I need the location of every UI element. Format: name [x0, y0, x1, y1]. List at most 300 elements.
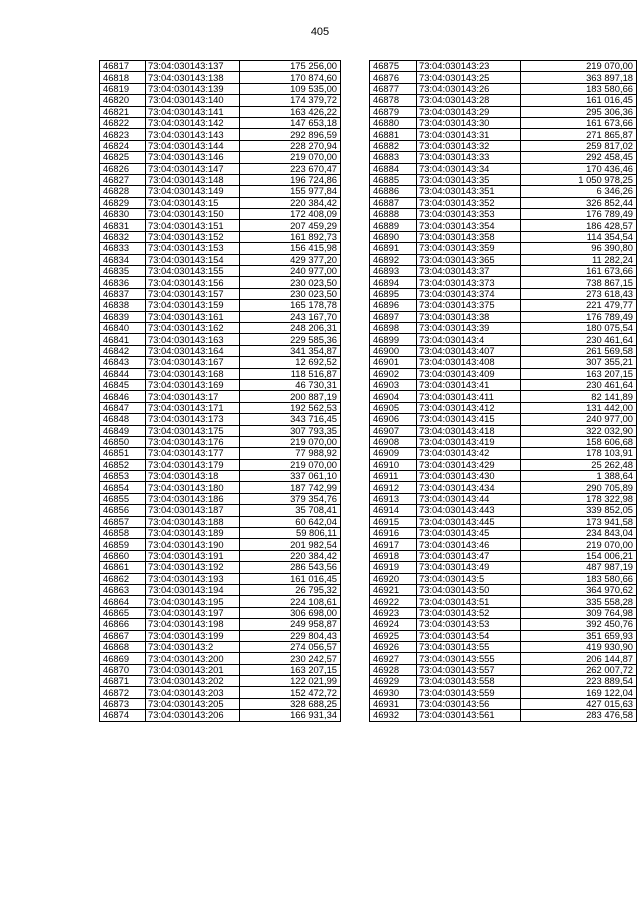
cadastral-number-cell: 73:04:030143:353: [417, 209, 521, 220]
cadastral-number-cell: 73:04:030143:4: [417, 334, 521, 345]
cadastral-number-cell: 73:04:030143:199: [146, 630, 240, 641]
table-row: [370, 322, 637, 333]
table-row: [100, 117, 341, 128]
row-number-cell: 46922: [370, 596, 417, 607]
table-row: [370, 641, 637, 652]
cadastral-number-cell: 73:04:030143:42: [417, 448, 521, 459]
table-row: [100, 516, 341, 527]
value-cell: 158 606,68: [521, 436, 637, 447]
table-row: [100, 710, 341, 721]
cadastral-number-cell: 73:04:030143:37: [417, 266, 521, 277]
value-cell: 419 930,90: [521, 641, 637, 652]
table-row: [370, 448, 637, 459]
cadastral-number-cell: 73:04:030143:41: [417, 379, 521, 390]
cadastral-number-cell: 73:04:030143:419: [417, 436, 521, 447]
value-cell: 161 016,45: [240, 573, 341, 584]
value-cell: 178 322,98: [521, 493, 637, 504]
row-number-cell: 46866: [100, 619, 146, 630]
row-number-cell: 46854: [100, 482, 146, 493]
table-row: [100, 687, 341, 698]
row-number-cell: 46851: [100, 448, 146, 459]
table-row: [370, 436, 637, 447]
value-cell: 248 206,31: [240, 322, 341, 333]
value-cell: 221 479,77: [521, 300, 637, 311]
cadastral-number-cell: 73:04:030143:150: [146, 209, 240, 220]
cadastral-number-cell: 73:04:030143:434: [417, 482, 521, 493]
cadastral-number-cell: 73:04:030143:445: [417, 516, 521, 527]
value-cell: 1 388,64: [521, 471, 637, 482]
value-cell: 1 050 978,25: [521, 174, 637, 185]
row-number-cell: 46919: [370, 562, 417, 573]
cadastral-number-cell: 73:04:030143:201: [146, 664, 240, 675]
cadastral-number-cell: 73:04:030143:202: [146, 676, 240, 687]
cadastral-number-cell: 73:04:030143:373: [417, 277, 521, 288]
row-number-cell: 46828: [100, 186, 146, 197]
cadastral-number-cell: 73:04:030143:140: [146, 95, 240, 106]
table-row: [370, 528, 637, 539]
table-row: [370, 72, 637, 83]
table-row: [100, 140, 341, 151]
value-cell: 183 580,66: [521, 573, 637, 584]
value-cell: 156 415,98: [240, 243, 341, 254]
value-cell: 271 865,87: [521, 129, 637, 140]
value-cell: 161 673,66: [521, 117, 637, 128]
row-number-cell: 46892: [370, 254, 417, 265]
cadastral-number-cell: 73:04:030143:50: [417, 584, 521, 595]
row-number-cell: 46902: [370, 368, 417, 379]
row-number-cell: 46875: [370, 61, 417, 72]
value-cell: 178 103,91: [521, 448, 637, 459]
parcel-table-left: [99, 60, 341, 722]
row-number-cell: 46894: [370, 277, 417, 288]
cadastral-number-cell: 73:04:030143:358: [417, 231, 521, 242]
table-row: [370, 152, 637, 163]
cadastral-number-cell: 73:04:030143:5: [417, 573, 521, 584]
cadastral-number-cell: 73:04:030143:44: [417, 493, 521, 504]
table-row: [370, 391, 637, 402]
cadastral-number-cell: 73:04:030143:163: [146, 334, 240, 345]
cadastral-number-cell: 73:04:030143:188: [146, 516, 240, 527]
row-number-cell: 46835: [100, 266, 146, 277]
cadastral-number-cell: 73:04:030143:557: [417, 664, 521, 675]
value-cell: 363 897,18: [521, 72, 637, 83]
row-number-cell: 46924: [370, 619, 417, 630]
value-cell: 379 354,76: [240, 493, 341, 504]
cadastral-number-cell: 73:04:030143:146: [146, 152, 240, 163]
value-cell: 207 459,29: [240, 220, 341, 231]
table-row: [370, 687, 637, 698]
cadastral-number-cell: 73:04:030143:45: [417, 528, 521, 539]
row-number-cell: 46916: [370, 528, 417, 539]
value-cell: 165 178,78: [240, 300, 341, 311]
table-row: [370, 596, 637, 607]
value-cell: 343 716,45: [240, 414, 341, 425]
row-number-cell: 46896: [370, 300, 417, 311]
cadastral-number-cell: 73:04:030143:177: [146, 448, 240, 459]
cadastral-number-cell: 73:04:030143:194: [146, 584, 240, 595]
row-number-cell: 46826: [100, 163, 146, 174]
row-number-cell: 46873: [100, 698, 146, 709]
row-number-cell: 46856: [100, 505, 146, 516]
cadastral-number-cell: 73:04:030143:189: [146, 528, 240, 539]
cadastral-number-cell: 73:04:030143:168: [146, 368, 240, 379]
cadastral-number-cell: 73:04:030143:46: [417, 539, 521, 550]
row-number-cell: 46837: [100, 288, 146, 299]
cadastral-number-cell: 73:04:030143:56: [417, 698, 521, 709]
row-number-cell: 46820: [100, 95, 146, 106]
cadastral-number-cell: 73:04:030143:429: [417, 459, 521, 470]
row-number-cell: 46821: [100, 106, 146, 117]
row-number-cell: 46915: [370, 516, 417, 527]
row-number-cell: 46829: [100, 197, 146, 208]
row-number-cell: 46874: [100, 710, 146, 721]
cadastral-number-cell: 73:04:030143:443: [417, 505, 521, 516]
cadastral-number-cell: 73:04:030143:29: [417, 106, 521, 117]
table-row: [370, 209, 637, 220]
value-cell: 12 692,52: [240, 357, 341, 368]
value-cell: 273 618,43: [521, 288, 637, 299]
row-number-cell: 46905: [370, 402, 417, 413]
table-row: [370, 277, 637, 288]
cadastral-number-cell: 73:04:030143:167: [146, 357, 240, 368]
table-row: [100, 482, 341, 493]
cadastral-number-cell: 73:04:030143:186: [146, 493, 240, 504]
table-row: [370, 140, 637, 151]
row-number-cell: 46862: [100, 573, 146, 584]
row-number-cell: 46822: [100, 117, 146, 128]
table-row: [370, 83, 637, 94]
table-row: [370, 334, 637, 345]
cadastral-number-cell: 73:04:030143:49: [417, 562, 521, 573]
row-number-cell: 46903: [370, 379, 417, 390]
cadastral-number-cell: 73:04:030143:412: [417, 402, 521, 413]
value-cell: 307 355,21: [521, 357, 637, 368]
cadastral-number-cell: 73:04:030143:28: [417, 95, 521, 106]
cadastral-number-cell: 73:04:030143:35: [417, 174, 521, 185]
cadastral-number-cell: 73:04:030143:193: [146, 573, 240, 584]
cadastral-number-cell: 73:04:030143:23: [417, 61, 521, 72]
value-cell: 173 941,58: [521, 516, 637, 527]
value-cell: 229 804,43: [240, 630, 341, 641]
table-row: [370, 493, 637, 504]
cadastral-number-cell: 73:04:030143:30: [417, 117, 521, 128]
cadastral-number-cell: 73:04:030143:411: [417, 391, 521, 402]
table-row: [100, 448, 341, 459]
table-row: [100, 414, 341, 425]
cadastral-number-cell: 73:04:030143:179: [146, 459, 240, 470]
value-cell: 118 516,87: [240, 368, 341, 379]
row-number-cell: 46878: [370, 95, 417, 106]
value-cell: 35 708,41: [240, 505, 341, 516]
row-number-cell: 46890: [370, 231, 417, 242]
table-row: [370, 607, 637, 618]
row-number-cell: 46882: [370, 140, 417, 151]
value-cell: 341 354,87: [240, 345, 341, 356]
table-row: [370, 197, 637, 208]
row-number-cell: 46848: [100, 414, 146, 425]
row-number-cell: 46925: [370, 630, 417, 641]
cadastral-number-cell: 73:04:030143:144: [146, 140, 240, 151]
table-row: [370, 471, 637, 482]
value-cell: 155 977,84: [240, 186, 341, 197]
parcel-table-right: [369, 60, 637, 722]
row-number-cell: 46886: [370, 186, 417, 197]
value-cell: 262 007,72: [521, 664, 637, 675]
row-number-cell: 46839: [100, 311, 146, 322]
cadastral-number-cell: 73:04:030143:38: [417, 311, 521, 322]
cadastral-number-cell: 73:04:030143:147: [146, 163, 240, 174]
table-row: [370, 106, 637, 117]
row-number-cell: 46881: [370, 129, 417, 140]
row-number-cell: 46857: [100, 516, 146, 527]
table-row: [370, 653, 637, 664]
row-number-cell: 46908: [370, 436, 417, 447]
row-number-cell: 46917: [370, 539, 417, 550]
table-row: [100, 493, 341, 504]
value-cell: 230 023,50: [240, 277, 341, 288]
row-number-cell: 46871: [100, 676, 146, 687]
row-number-cell: 46833: [100, 243, 146, 254]
row-number-cell: 46834: [100, 254, 146, 265]
table-row: [100, 596, 341, 607]
row-number-cell: 46852: [100, 459, 146, 470]
cadastral-number-cell: 73:04:030143:365: [417, 254, 521, 265]
row-number-cell: 46910: [370, 459, 417, 470]
value-cell: 286 543,56: [240, 562, 341, 573]
table-row: [370, 95, 637, 106]
cadastral-number-cell: 73:04:030143:51: [417, 596, 521, 607]
value-cell: 307 793,35: [240, 425, 341, 436]
row-number-cell: 46929: [370, 676, 417, 687]
value-cell: 183 580,66: [521, 83, 637, 94]
value-cell: 249 958,87: [240, 619, 341, 630]
row-number-cell: 46893: [370, 266, 417, 277]
table-row: [100, 254, 341, 265]
value-cell: 196 724,86: [240, 174, 341, 185]
table-row: [100, 630, 341, 641]
table-row: [100, 300, 341, 311]
row-number-cell: 46932: [370, 710, 417, 721]
value-cell: 176 789,49: [521, 209, 637, 220]
cadastral-number-cell: 73:04:030143:143: [146, 129, 240, 140]
table-row: [100, 72, 341, 83]
value-cell: 230 242,57: [240, 653, 341, 664]
value-cell: 259 817,02: [521, 140, 637, 151]
table-row: [100, 676, 341, 687]
value-cell: 96 390,80: [521, 243, 637, 254]
cadastral-number-cell: 73:04:030143:192: [146, 562, 240, 573]
table-row: [370, 425, 637, 436]
row-number-cell: 46895: [370, 288, 417, 299]
value-cell: 292 458,45: [521, 152, 637, 163]
value-cell: 186 428,57: [521, 220, 637, 231]
value-cell: 161 016,45: [521, 95, 637, 106]
table-row: [100, 357, 341, 368]
row-number-cell: 46912: [370, 482, 417, 493]
value-cell: 200 887,19: [240, 391, 341, 402]
row-number-cell: 46888: [370, 209, 417, 220]
cadastral-number-cell: 73:04:030143:26: [417, 83, 521, 94]
cadastral-number-cell: 73:04:030143:149: [146, 186, 240, 197]
row-number-cell: 46861: [100, 562, 146, 573]
value-cell: 170 436,46: [521, 163, 637, 174]
cadastral-number-cell: 73:04:030143:173: [146, 414, 240, 425]
cadastral-number-cell: 73:04:030143:191: [146, 550, 240, 561]
row-number-cell: 46865: [100, 607, 146, 618]
cadastral-number-cell: 73:04:030143:205: [146, 698, 240, 709]
cadastral-number-cell: 73:04:030143:25: [417, 72, 521, 83]
value-cell: 25 262,48: [521, 459, 637, 470]
row-number-cell: 46909: [370, 448, 417, 459]
value-cell: 234 843,04: [521, 528, 637, 539]
value-cell: 77 988,92: [240, 448, 341, 459]
row-number-cell: 46853: [100, 471, 146, 482]
value-cell: 82 141,89: [521, 391, 637, 402]
value-cell: 220 384,42: [240, 197, 341, 208]
row-number-cell: 46927: [370, 653, 417, 664]
row-number-cell: 46897: [370, 311, 417, 322]
value-cell: 59 806,11: [240, 528, 341, 539]
value-cell: 326 852,44: [521, 197, 637, 208]
value-cell: 201 982,54: [240, 539, 341, 550]
row-number-cell: 46928: [370, 664, 417, 675]
table-row: [370, 300, 637, 311]
row-number-cell: 46923: [370, 607, 417, 618]
page-number: 405: [310, 26, 330, 38]
value-cell: 172 408,09: [240, 209, 341, 220]
row-number-cell: 46884: [370, 163, 417, 174]
value-cell: 161 673,66: [521, 266, 637, 277]
cadastral-number-cell: 73:04:030143:171: [146, 402, 240, 413]
table-row: [370, 220, 637, 231]
table-row: [100, 243, 341, 254]
value-cell: 337 061,10: [240, 471, 341, 482]
cadastral-number-cell: 73:04:030143:180: [146, 482, 240, 493]
row-number-cell: 46899: [370, 334, 417, 345]
value-cell: 11 282,24: [521, 254, 637, 265]
value-cell: 131 442,00: [521, 402, 637, 413]
row-number-cell: 46918: [370, 550, 417, 561]
cadastral-number-cell: 73:04:030143:351: [417, 186, 521, 197]
value-cell: 109 535,00: [240, 83, 341, 94]
table-row: [100, 653, 341, 664]
value-cell: 274 056,57: [240, 641, 341, 652]
value-cell: 364 970,62: [521, 584, 637, 595]
row-number-cell: 46824: [100, 140, 146, 151]
cadastral-number-cell: 73:04:030143:203: [146, 687, 240, 698]
table-row: [370, 174, 637, 185]
table-row: [370, 243, 637, 254]
table-row: [370, 266, 637, 277]
cadastral-number-cell: 73:04:030143:176: [146, 436, 240, 447]
table-row: [370, 710, 637, 721]
table-row: [370, 619, 637, 630]
value-cell: 223 889,54: [521, 676, 637, 687]
table-row: [370, 61, 637, 72]
table-row: [100, 698, 341, 709]
value-cell: 169 122,04: [521, 687, 637, 698]
cadastral-number-cell: 73:04:030143:559: [417, 687, 521, 698]
row-number-cell: 46817: [100, 61, 146, 72]
cadastral-number-cell: 73:04:030143:47: [417, 550, 521, 561]
row-number-cell: 46887: [370, 197, 417, 208]
cadastral-number-cell: 73:04:030143:18: [146, 471, 240, 482]
value-cell: 429 377,20: [240, 254, 341, 265]
row-number-cell: 46904: [370, 391, 417, 402]
row-number-cell: 46911: [370, 471, 417, 482]
table-body-left: [100, 61, 341, 722]
table-row: [370, 368, 637, 379]
value-cell: 46 730,31: [240, 379, 341, 390]
value-cell: 309 764,98: [521, 607, 637, 618]
row-number-cell: 46847: [100, 402, 146, 413]
cadastral-number-cell: 73:04:030143:198: [146, 619, 240, 630]
table-row: [100, 641, 341, 652]
row-number-cell: 46863: [100, 584, 146, 595]
value-cell: 223 670,47: [240, 163, 341, 174]
row-number-cell: 46843: [100, 357, 146, 368]
table-row: [100, 368, 341, 379]
value-cell: 392 450,76: [521, 619, 637, 630]
value-cell: 161 892,73: [240, 231, 341, 242]
row-number-cell: 46849: [100, 425, 146, 436]
row-number-cell: 46913: [370, 493, 417, 504]
row-number-cell: 46906: [370, 414, 417, 425]
value-cell: 219 070,00: [240, 152, 341, 163]
cadastral-number-cell: 73:04:030143:139: [146, 83, 240, 94]
row-number-cell: 46846: [100, 391, 146, 402]
table-row: [370, 630, 637, 641]
cadastral-number-cell: 73:04:030143:161: [146, 311, 240, 322]
table-body-right: [370, 61, 637, 722]
value-cell: 147 653,18: [240, 117, 341, 128]
table-row: [100, 539, 341, 550]
value-cell: 175 256,00: [240, 61, 341, 72]
table-row: [370, 516, 637, 527]
cadastral-number-cell: 73:04:030143:418: [417, 425, 521, 436]
value-cell: 219 070,00: [240, 459, 341, 470]
value-cell: 224 108,61: [240, 596, 341, 607]
value-cell: 176 789,49: [521, 311, 637, 322]
table-row: [370, 550, 637, 561]
cadastral-number-cell: 73:04:030143:155: [146, 266, 240, 277]
row-number-cell: 46819: [100, 83, 146, 94]
table-row: [370, 163, 637, 174]
cadastral-number-cell: 73:04:030143:151: [146, 220, 240, 231]
row-number-cell: 46844: [100, 368, 146, 379]
value-cell: 174 379,72: [240, 95, 341, 106]
table-row: [100, 197, 341, 208]
cadastral-number-cell: 73:04:030143:15: [146, 197, 240, 208]
cadastral-number-cell: 73:04:030143:164: [146, 345, 240, 356]
table-row: [100, 163, 341, 174]
cadastral-number-cell: 73:04:030143:31: [417, 129, 521, 140]
table-row: [100, 288, 341, 299]
cadastral-number-cell: 73:04:030143:17: [146, 391, 240, 402]
row-number-cell: 46825: [100, 152, 146, 163]
table-row: [100, 550, 341, 561]
table-row: [100, 61, 341, 72]
cadastral-number-cell: 73:04:030143:190: [146, 539, 240, 550]
cadastral-number-cell: 73:04:030143:154: [146, 254, 240, 265]
table-row: [100, 345, 341, 356]
value-cell: 261 569,58: [521, 345, 637, 356]
row-number-cell: 46880: [370, 117, 417, 128]
value-cell: 306 698,00: [240, 607, 341, 618]
row-number-cell: 46931: [370, 698, 417, 709]
table-row: [370, 186, 637, 197]
table-row: [100, 584, 341, 595]
